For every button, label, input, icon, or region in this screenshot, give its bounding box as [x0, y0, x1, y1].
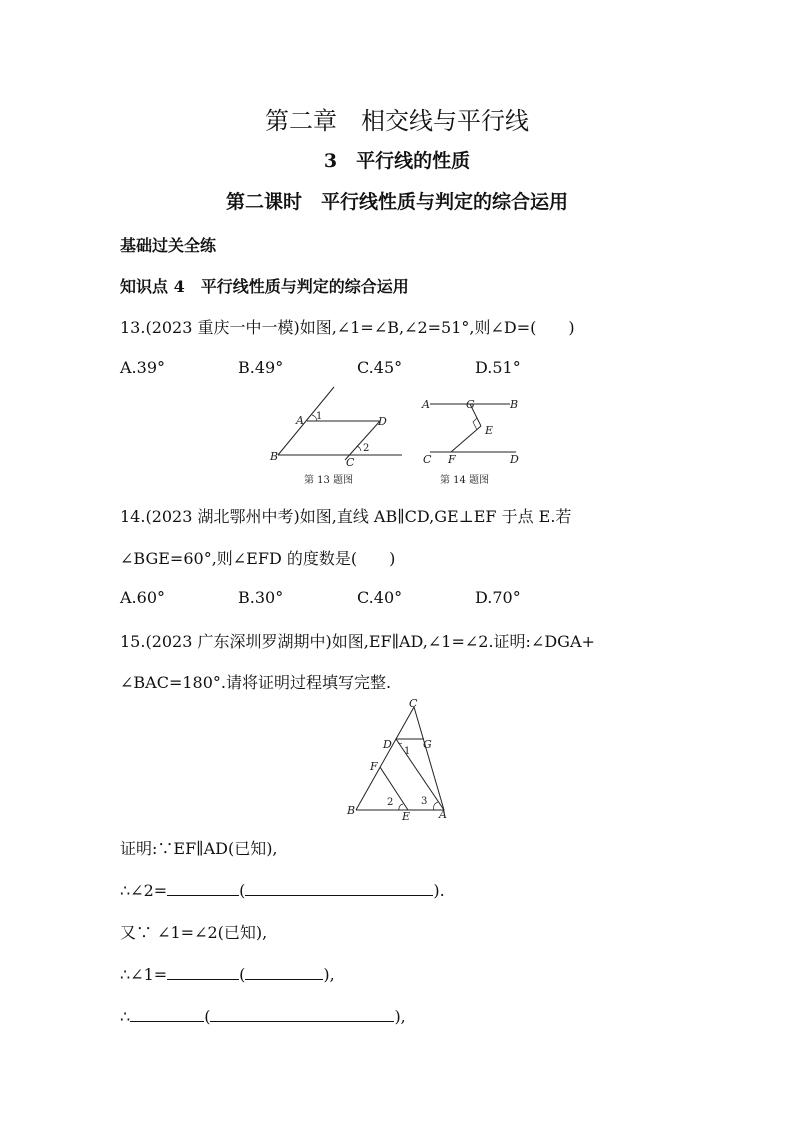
q14-stem-line2: ∠BGE=60°,则∠EFD 的度数是( ) — [120, 549, 396, 568]
q14-stem-line1: 14.(2023 湖北鄂州中考)如图,直线 AB∥CD,GE⊥EF 于点 E.若 — [120, 507, 572, 526]
fig13-caption: 第 13 题图 — [304, 475, 354, 486]
proof-line-2-close: ). — [433, 881, 445, 900]
fig15-line-fe — [380, 767, 408, 810]
fig14-label-c: C — [423, 453, 432, 466]
fig15-label-angle2: 2 — [387, 797, 394, 808]
proof-line-5 — [120, 1004, 406, 1026]
q14-option-c: C.40° — [357, 588, 403, 607]
q14-option-d: D.70° — [475, 588, 521, 607]
fig14-label-e: E — [485, 424, 494, 437]
fig14-label-f: F — [448, 453, 456, 466]
figure-14 — [418, 382, 528, 490]
proof-line-2-prefix: ∴∠2= — [120, 881, 168, 900]
fig15-label-angle1: 1 — [404, 746, 411, 757]
fig15-label-d: D — [383, 738, 392, 751]
fig15-line-ca — [414, 707, 444, 810]
knowledge-point-heading: 知识点 4 平行线性质与判定的综合运用 — [120, 277, 409, 296]
fig15-line-bc — [356, 707, 414, 810]
proof-line-3: 又∵ ∠1=∠2(已知), — [120, 923, 268, 942]
proof-line-5-open: ( — [204, 1007, 211, 1026]
fig15-label-e: E — [402, 810, 411, 822]
fig13-label-b: B — [270, 450, 279, 463]
q15-stem-line1: 15.(2023 广东深圳罗湖期中)如图,EF∥AD,∠1=∠2.证明:∠DGA+ — [120, 632, 595, 651]
fig13-label-d: D — [378, 415, 387, 428]
fig13-label-c: C — [346, 456, 355, 469]
proof-line-5-prefix: ∴ — [120, 1007, 131, 1026]
fig15-label-c: C — [409, 697, 418, 710]
proof-line-4 — [120, 962, 335, 984]
fig13-label-angle2: 2 — [363, 443, 370, 454]
proof-blank-2a[interactable] — [167, 878, 239, 896]
q13-option-a: A.39° — [120, 358, 165, 377]
q14-option-a: A.60° — [120, 588, 165, 607]
proof-line-4-open: ( — [239, 965, 246, 984]
lesson-title: 第二课时 平行线性质与判定的综合运用 — [225, 191, 568, 213]
fig14-caption: 第 14 题图 — [440, 475, 490, 486]
fig14-label-a: A — [422, 398, 430, 411]
proof-blank-2b[interactable] — [245, 878, 433, 896]
fig15-angle3-arc — [434, 802, 438, 810]
proof-line-1: 证明:∵EF∥AD(已知), — [120, 839, 278, 858]
fig15-label-a: A — [439, 808, 447, 821]
fig14-line-ef — [451, 426, 481, 452]
proof-line-4-prefix: ∴∠1= — [120, 965, 168, 984]
proof-line-5-close: ), — [394, 1007, 406, 1026]
q13-option-c: C.45° — [357, 358, 403, 377]
figure-15 — [342, 696, 458, 822]
practice-heading: 基础过关全练 — [120, 236, 217, 255]
proof-blank-5a[interactable] — [130, 1004, 204, 1022]
fig15-label-f: F — [370, 760, 378, 773]
fig13-angle2-arc — [357, 446, 361, 451]
q13-stem: 13.(2023 重庆一中一模)如图,∠1=∠B,∠2=51°,则∠D=( ) — [120, 318, 575, 337]
fig14-label-d: D — [510, 453, 519, 466]
fig15-label-angle3: 3 — [421, 796, 428, 807]
q14-option-b: B.30° — [238, 588, 284, 607]
fig15-angle1-arc — [398, 743, 402, 744]
fig13-line-cd — [345, 421, 380, 460]
fig14-label-g: G — [466, 398, 475, 411]
section-title: 3 平行线的性质 — [323, 150, 471, 172]
fig15-label-g: G — [423, 738, 432, 751]
chapter-title: 第二章 相交线与平行线 — [265, 107, 529, 135]
proof-line-2-open: ( — [239, 881, 246, 900]
fig14-label-b: B — [510, 398, 519, 411]
fig13-label-angle1: 1 — [316, 411, 323, 422]
fig15-label-b: B — [347, 804, 356, 817]
q13-option-d: D.51° — [475, 358, 521, 377]
proof-blank-5b[interactable] — [210, 1004, 394, 1022]
figure-13 — [262, 382, 412, 490]
proof-blank-4a[interactable] — [167, 962, 239, 980]
proof-blank-4b[interactable] — [245, 962, 323, 980]
fig13-label-a: A — [296, 414, 304, 427]
proof-line-2 — [120, 878, 445, 900]
q13-option-b: B.49° — [238, 358, 284, 377]
fig14-right-angle-mark — [473, 418, 477, 430]
q15-stem-line2: ∠BAC=180°.请将证明过程填写完整. — [120, 673, 392, 692]
proof-line-4-close: ), — [323, 965, 335, 984]
